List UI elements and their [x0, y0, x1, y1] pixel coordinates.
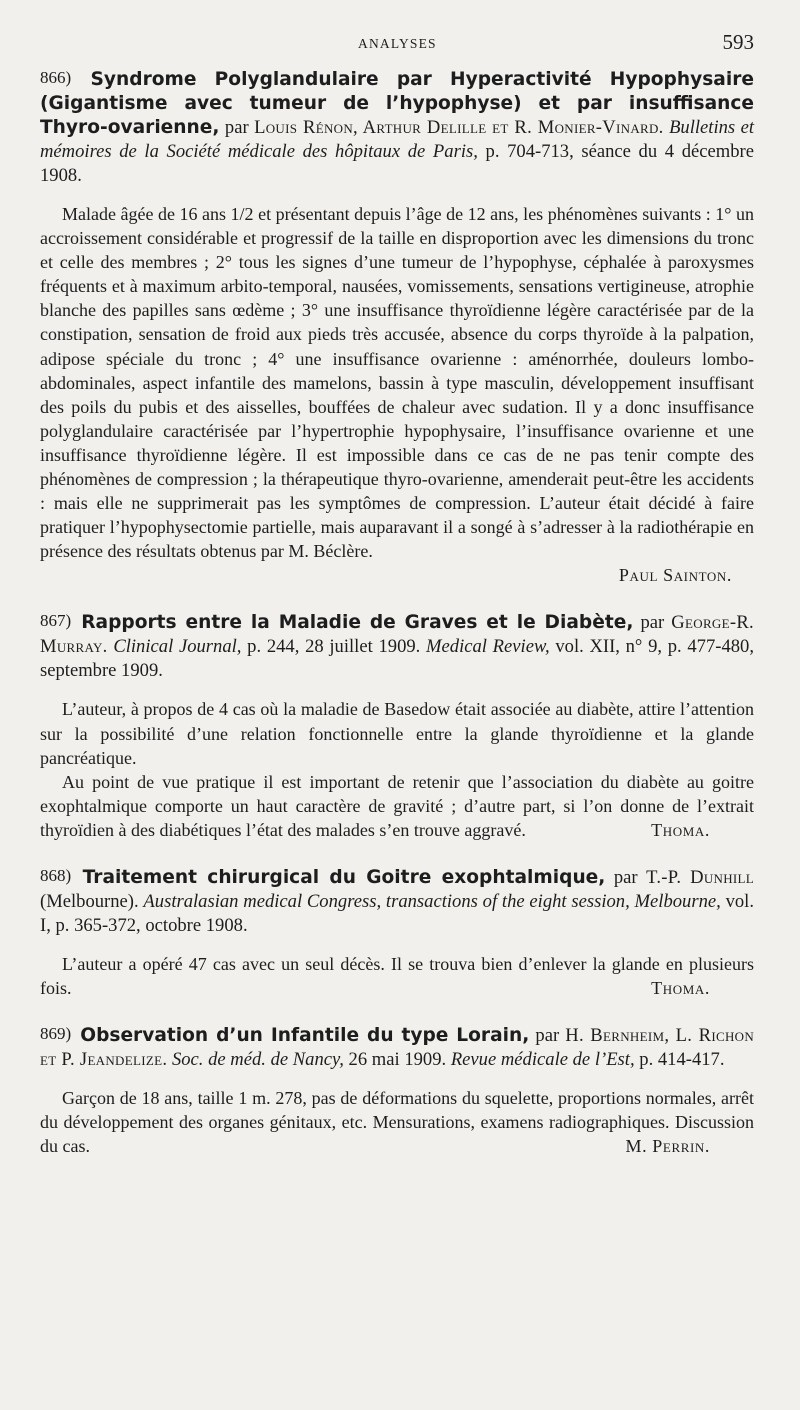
entry-heading [40, 66, 754, 188]
entry-heading [40, 609, 754, 683]
entry-body-text: L’auteur a opéré 47 cas avec un seul décès. Il se trouva bien d’enlever la glande en plusieurs fois. [40, 953, 754, 999]
page-content [40, 66, 754, 1180]
abstract-entry-868 [40, 864, 754, 1000]
entry-heading [40, 1022, 754, 1072]
abstract-entry-866 [40, 66, 754, 587]
entry-number: 869) [40, 1024, 72, 1044]
running-header [0, 30, 800, 58]
entry-signature-line [40, 563, 754, 587]
entry-title: Rapports entre la Maladie de Graves et le Diabète, [81, 612, 634, 634]
page-number: 593 [722, 30, 754, 54]
entry-source: Bulletins et mémoires de la Société médicale des hôpitaux de Paris, [40, 117, 755, 162]
entry-body-text: Garçon de 18 ans, taille 1 m. 278, pas de déformations du squelette, proportions normales, arrêt du développement des organes génitaux, etc. Mensurations, examens radiographiques. Discussion du cas. [40, 1088, 754, 1157]
entry-source-details: vol. I, p. 365-372, octobre 1908. [40, 890, 754, 936]
entry-signature: Thoma. [651, 978, 710, 999]
entry-heading [40, 864, 754, 938]
entry-authors: T.-P. Dunhill [646, 866, 754, 888]
entry-body-paragraph-2 [40, 770, 754, 842]
entry-authors-location: (Melbourne). [40, 890, 139, 912]
authors-lead: par [224, 117, 249, 138]
entry-source-secondary: Revue médicale de l’Est, [450, 1049, 635, 1071]
entry-source-details: p. 244, 28 juillet 1909. [247, 636, 421, 658]
entry-title: Traitement chirurgical du Goitre exophtalmique, [82, 866, 606, 888]
entry-title: Observation d’un Infantile du type Lorain, [80, 1025, 530, 1047]
entry-body: Malade âgée de 16 ans 1/2 et présentant depuis l’âge de 12 ans, les phénomènes suivants : 1° un accroissement considérable et progressif de la taille en disproportion avec les dimensions du tronc et celle des membres ; 2° tous les signes d’une tumeur de l’hypophyse, céphalée à paroxysmes fréquents et à maximum arbito-temporal, nausées, vomissements, sensations vertigineuse, atrophie blanche des papilles sans œdème ; 3° une insuffisance thyroïdienne légère caractérisée par de la constipation, sensation de froid aux pieds très accusée, absence du corps thyroïde à la palpation, adipose spéciale du tronc ; 4° une insuffisance ovarienne : aménorrhée, douleurs lombo-abdominales, aspect infantile des mamelons, bassin à type masculin, développement insuffisant des poils du pubis et des aisselles, bouffées de chaleur avec sudation. Il y a donc insuffisance polyglandulaire caractérisée par l’hypertrophie hypophysaire, l’insuffisance ovarienne et une insuffisance thyroïdienne légère. Il est impossible dans ce cas de ne pas tenir compte des phénomènes de compression ; la thérapeutique thyro-ovarienne, amenderait peut-être les accidents : mais elle ne supprimerait pas les symptômes de compression. L’auteur était décidé à faire pratiquer l’hypophysectomie partielle, mais auparavant il a songé à s’adresser à la radiothérapie en présence des résultats obtenus par M. Béclère. [40, 204, 754, 562]
entry-body-text: Au point de vue pratique il est important de retenir que l’association du diabète au goitre exophtalmique comporte un haut caractère de gravité ; d’autre part, si l’on donne de l’extrait thyroïdien à des diabétiques l’état des malades s’en trouve aggravé. [40, 771, 754, 840]
entry-authors: Louis Rénon, Arthur Delille et R. Monier-Vinard. [254, 117, 664, 138]
entry-title: Syndrome Polyglandulaire par Hyperactivité Hypophysaire (Gigantisme avec tumeur de l’hypophyse) et par insuffisance Thyro-ovarienne, [40, 69, 754, 138]
authors-lead: par [640, 612, 665, 634]
entry-signature: M. Perrin. [625, 1136, 710, 1157]
entry-body-paragraph-1: L’auteur, à propos de 4 cas où la maladie de Basedow était associée au diabète, attire l’attention sur la possibilité d’une relation fonctionnelle entre la glande thyroïdienne et la glande pancréatique. [40, 699, 754, 768]
entry-number: 868) [40, 865, 72, 885]
authors-lead: par [535, 1025, 560, 1047]
entry-number: 867) [40, 611, 72, 631]
authors-lead: par [613, 866, 638, 888]
abstract-entry-867 [40, 609, 754, 842]
entry-source: Australasian medical Congress, transactions of the eight session, Melbourne, [143, 890, 721, 912]
entry-authors: George-R. Murray. [40, 612, 754, 658]
entry-authors: H. Bernheim, L. Richon et P. Jeandelize. [40, 1025, 755, 1071]
entry-body [40, 1086, 754, 1158]
entry-signature: Paul Sainton. [618, 565, 732, 586]
entry-source-secondary-details: p. 414-417. [639, 1049, 725, 1071]
entry-body [40, 952, 754, 1000]
entry-source-secondary: Medical Review, [426, 636, 550, 658]
entry-source: Clinical Journal, [113, 636, 242, 658]
abstract-entry-869 [40, 1022, 754, 1158]
running-title: ANALYSES [358, 36, 437, 51]
entry-source-details: p. 704-713, séance du 4 décembre 1908. [40, 141, 754, 186]
entry-signature: Thoma. [651, 819, 710, 840]
entry-source-secondary-details: vol. XII, n° 9, p. 477-480, septembre 1909. [40, 636, 755, 682]
entry-source-details: 26 mai 1909. [348, 1049, 447, 1071]
entry-number: 866) [40, 68, 72, 87]
entry-source: Soc. de méd. de Nancy, [171, 1049, 344, 1071]
